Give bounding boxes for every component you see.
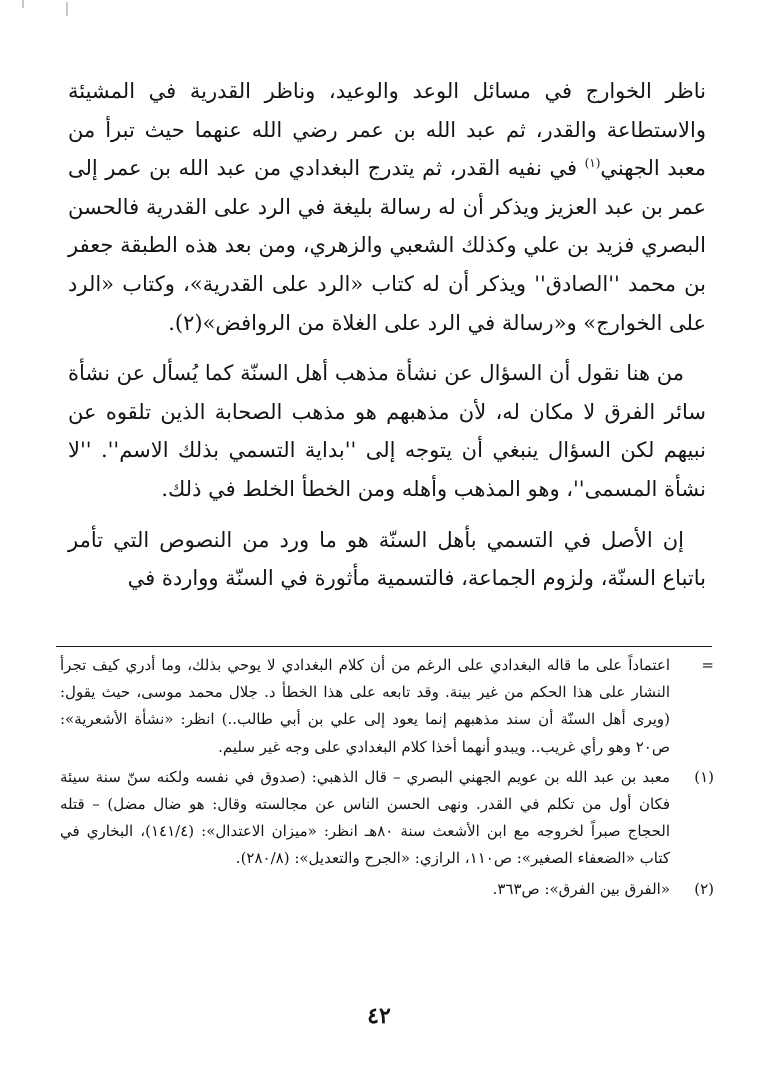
footnote-text: معبد بن عبد الله بن عويم الجهني البصري – قال الذهبي: (صدوق في نفسه ولكنه سنّ سنة سيئة فكان أول من تكلم في القدر. ونهى الحسن الناس عن مجالسته وقال: هو ضال مضل) – قتله الحجاج صبراً لخروجه مع ابن الأشعث سنة ٨٠هـ انظر: «ميزان الاعتدال»: (١٤١/٤)، البخاري في كتاب «الضعفاء الصغير»: ص١١٠، الرازي: «الجرح والتعديل»: (٢٨٠/٨).	[60, 767, 671, 868]
paragraph-1	[68, 72, 706, 342]
footnote-1	[60, 764, 716, 873]
footnote-continued	[60, 652, 716, 761]
footnote-ref-1: (١)	[584, 156, 601, 171]
paragraph-3: إن الأصل في التسمي بأهل السنّة هو ما ورد من النصوص التي تأمر باتباع السنّة، ولزوم الجماعة، فالتسمية مأثورة في السنّة وواردة في	[68, 527, 706, 591]
footnote-separator	[56, 646, 712, 647]
scan-edge-mark	[22, 0, 24, 8]
footnote-marker: (٢)	[694, 879, 714, 898]
page-number: ٤٢	[367, 1003, 391, 1029]
footnote-text: اعتماداً على ما قاله البغدادي على الرغم من أن كلام البغدادي لا يوحي بذلك، وما أدري كيف تجرأ النشار على هذا الحكم من غير بينة. وقد تابعه على هذا الخطأ د. جلال محمد موسى، حيث يقول: (ويرى أهل السنّة أن سند مذهبهم إنما يعود إلى علي بن أبي طالب..) انظر: «نشأة الأشعرية»: ص٢٠ وهو رأي غريب.. ويبدو أنهما أخذا كلام البغدادي على وجه غير سليم.	[60, 656, 670, 756]
scan-edge-mark	[66, 2, 68, 16]
footnotes	[60, 652, 716, 903]
footnote-text: «الفرق بين الفرق»: ص٣٦٣.	[492, 879, 670, 898]
paragraph-2: من هنا نقول أن السؤال عن نشأة مذهب أهل السنّة كما يُسأل عن نشأة سائر الفرق لا مكان له، لأن مذهبهم هو مذهب الصحابة الذين تلقوه عن نبيهم لكن السؤال ينبغي أن يتوجه إلى ''بداية التسمي بذلك الاسم''. ''لا نشأة المسمى''، وهو المذهب وأهله ومن الخطأ الخلط في ذلك.	[68, 361, 706, 501]
main-text	[68, 72, 706, 598]
footnote-ref-2: (٢)	[174, 310, 203, 335]
paragraph-1-text: ناظر الخوارج في مسائل الوعد والوعيد، وناظر القدرية في المشيئة والاستطاعة والقدر، ثم عبد الله بن عمر رضي الله عنهما حيث تبرأ من معبد الجهني	[68, 79, 706, 181]
paragraph-1-end: .	[168, 310, 175, 335]
footnote-marker: =	[701, 656, 714, 674]
footnote-2	[60, 876, 716, 903]
footnote-marker: (١)	[694, 767, 714, 786]
paragraph-1-continued: في نفيه القدر، ثم يتدرج البغدادي من عبد الله بن عمر إلى عمر بن عبد العزيز ويذكر أن له رسالة بليغة في الرد على القدرية فالحسن البصري فزيد بن علي وكذلك الشعبي والزهري، ومن بعد هذه الطبقة جعفر بن محمد ''الصادق'' ويذكر أن له كتاب «الرد على القدرية»، وكتاب «الرد على الخوارج» و«رسالة في الرد على الغلاة من الروافض»	[68, 156, 706, 335]
